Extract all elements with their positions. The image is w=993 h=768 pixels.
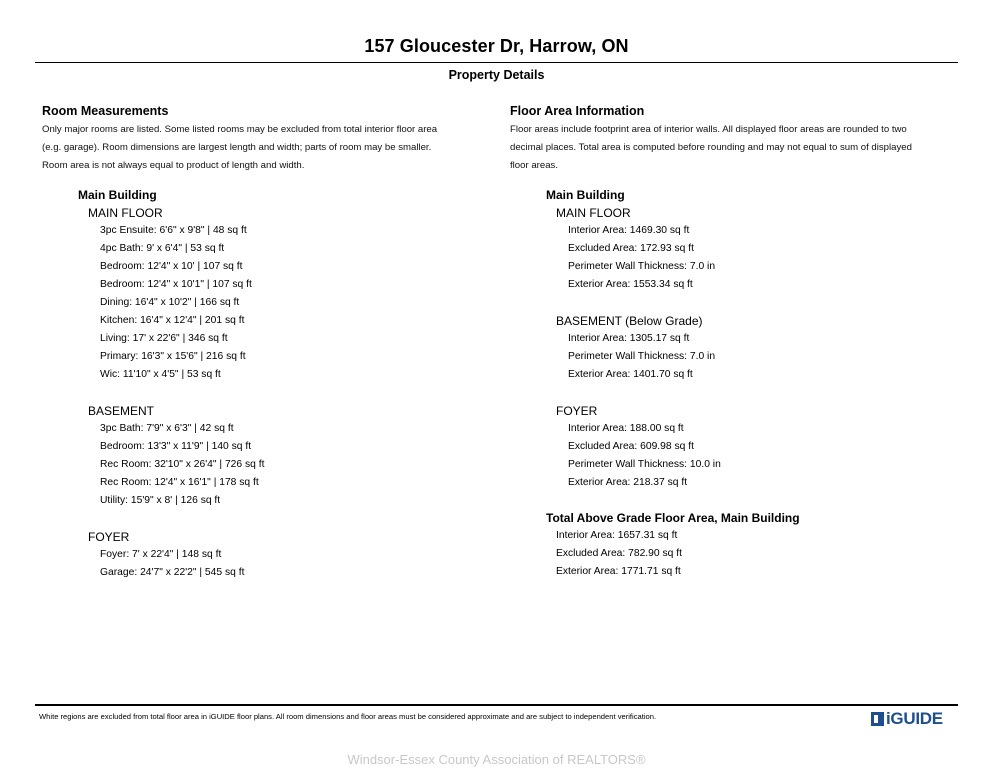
- footer-divider: [35, 704, 958, 706]
- area-item: Interior Area: 1469.30 sq ft: [568, 225, 690, 236]
- total-area-title: Total Above Grade Floor Area, Main Building: [546, 511, 800, 525]
- area-building-block: [546, 186, 960, 492]
- total-area-item: Exterior Area: 1771.71 sq ft: [556, 566, 681, 577]
- group-title: MAIN FLOOR: [88, 206, 163, 220]
- room-item: Garage: 24'7" x 22'2" | 545 sq ft: [100, 567, 245, 578]
- room-item: 4pc Bath: 9' x 6'4" | 53 sq ft: [100, 243, 225, 254]
- iguide-logo: [871, 709, 943, 729]
- room-building-block: [78, 186, 487, 582]
- area-item: Perimeter Wall Thickness: 7.0 in: [568, 261, 716, 272]
- area-group-main-floor: [556, 204, 960, 294]
- room-item: Bedroom: 12'4" x 10'1" | 107 sq ft: [100, 279, 252, 290]
- realtor-watermark: Windsor-Essex County Association of REALTORS®: [347, 752, 646, 767]
- note-line: decimal places. Total area is computed before rounding and may not equal to sum of displayed: [510, 142, 912, 153]
- area-item: Perimeter Wall Thickness: 7.0 in: [568, 351, 716, 362]
- room-item: Utility: 15'9" x 8' | 126 sq ft: [100, 495, 221, 506]
- area-item: Excluded Area: 172.93 sq ft: [568, 243, 694, 254]
- note-line: floor areas.: [510, 160, 558, 171]
- group-title: BASEMENT: [88, 404, 155, 418]
- room-measurements-section: [42, 103, 487, 600]
- iguide-logo-text: iGUIDE: [886, 709, 943, 728]
- area-group-foyer: [556, 402, 960, 492]
- group-title: BASEMENT (Below Grade): [556, 314, 703, 328]
- room-item: 3pc Bath: 7'9" x 6'3" | 42 sq ft: [100, 423, 234, 434]
- area-item: Excluded Area: 609.98 sq ft: [568, 441, 694, 452]
- area-item: Exterior Area: 1401.70 sq ft: [568, 369, 693, 380]
- area-item: Interior Area: 1305.17 sq ft: [568, 333, 690, 344]
- note-line: Only major rooms are listed. Some listed rooms may be excluded from total interior floor area: [42, 124, 438, 135]
- room-item: Bedroom: 13'3" x 11'9" | 140 sq ft: [100, 441, 252, 452]
- area-item: Exterior Area: 218.37 sq ft: [568, 477, 688, 488]
- total-area-item: Excluded Area: 782.90 sq ft: [556, 548, 682, 559]
- building-title: Main Building: [78, 188, 157, 202]
- area-item: Interior Area: 188.00 sq ft: [568, 423, 684, 434]
- title-divider: [35, 62, 958, 63]
- room-item: 3pc Ensuite: 6'6" x 9'8" | 48 sq ft: [100, 225, 247, 236]
- note-line: (e.g. garage). Room dimensions are largest length and width; parts of room may be smaller.: [42, 142, 432, 153]
- area-item: Perimeter Wall Thickness: 10.0 in: [568, 459, 721, 470]
- room-group-foyer: [88, 528, 487, 582]
- room-item: Kitchen: 16'4" x 12'4" | 201 sq ft: [100, 315, 245, 326]
- total-area-block: [546, 509, 960, 581]
- note-line: Room area is not always equal to product of length and width.: [42, 160, 305, 171]
- room-measurements-note: [42, 121, 487, 175]
- area-item: Exterior Area: 1553.34 sq ft: [568, 279, 693, 290]
- page-subtitle: Property Details: [448, 68, 545, 82]
- note-line: Floor areas include footprint area of interior walls. All displayed floor areas are rounded to two: [510, 124, 907, 135]
- room-item: Foyer: 7' x 22'4" | 148 sq ft: [100, 549, 222, 560]
- footer-disclaimer: White regions are excluded from total floor area in iGUIDE floor plans. All room dimensions and floor areas must be considered approximate and are subject to independent verification.: [39, 712, 657, 721]
- floor-area-section: [510, 103, 960, 581]
- floor-area-heading: Floor Area Information: [510, 104, 645, 118]
- room-item: Living: 17' x 22'6" | 346 sq ft: [100, 333, 228, 344]
- room-item: Wic: 11'10" x 4'5" | 53 sq ft: [100, 369, 221, 380]
- room-group-main-floor: [88, 204, 487, 384]
- room-group-basement: [88, 402, 487, 510]
- building-title: Main Building: [546, 188, 625, 202]
- room-item: Bedroom: 12'4" x 10' | 107 sq ft: [100, 261, 243, 272]
- room-measurements-heading: Room Measurements: [42, 104, 169, 118]
- page-title: 157 Gloucester Dr, Harrow, ON: [364, 36, 629, 56]
- group-title: FOYER: [556, 404, 598, 418]
- room-item: Rec Room: 32'10" x 26'4" | 726 sq ft: [100, 459, 265, 470]
- room-item: Primary: 16'3" x 15'6" | 216 sq ft: [100, 351, 246, 362]
- floor-area-note: [510, 121, 960, 175]
- group-title: MAIN FLOOR: [556, 206, 631, 220]
- room-item: Dining: 16'4" x 10'2" | 166 sq ft: [100, 297, 240, 308]
- area-group-basement: [556, 312, 960, 384]
- room-item: Rec Room: 12'4" x 16'1" | 178 sq ft: [100, 477, 259, 488]
- group-title: FOYER: [88, 530, 130, 544]
- iguide-logo-icon: [871, 712, 884, 726]
- total-area-item: Interior Area: 1657.31 sq ft: [556, 530, 678, 541]
